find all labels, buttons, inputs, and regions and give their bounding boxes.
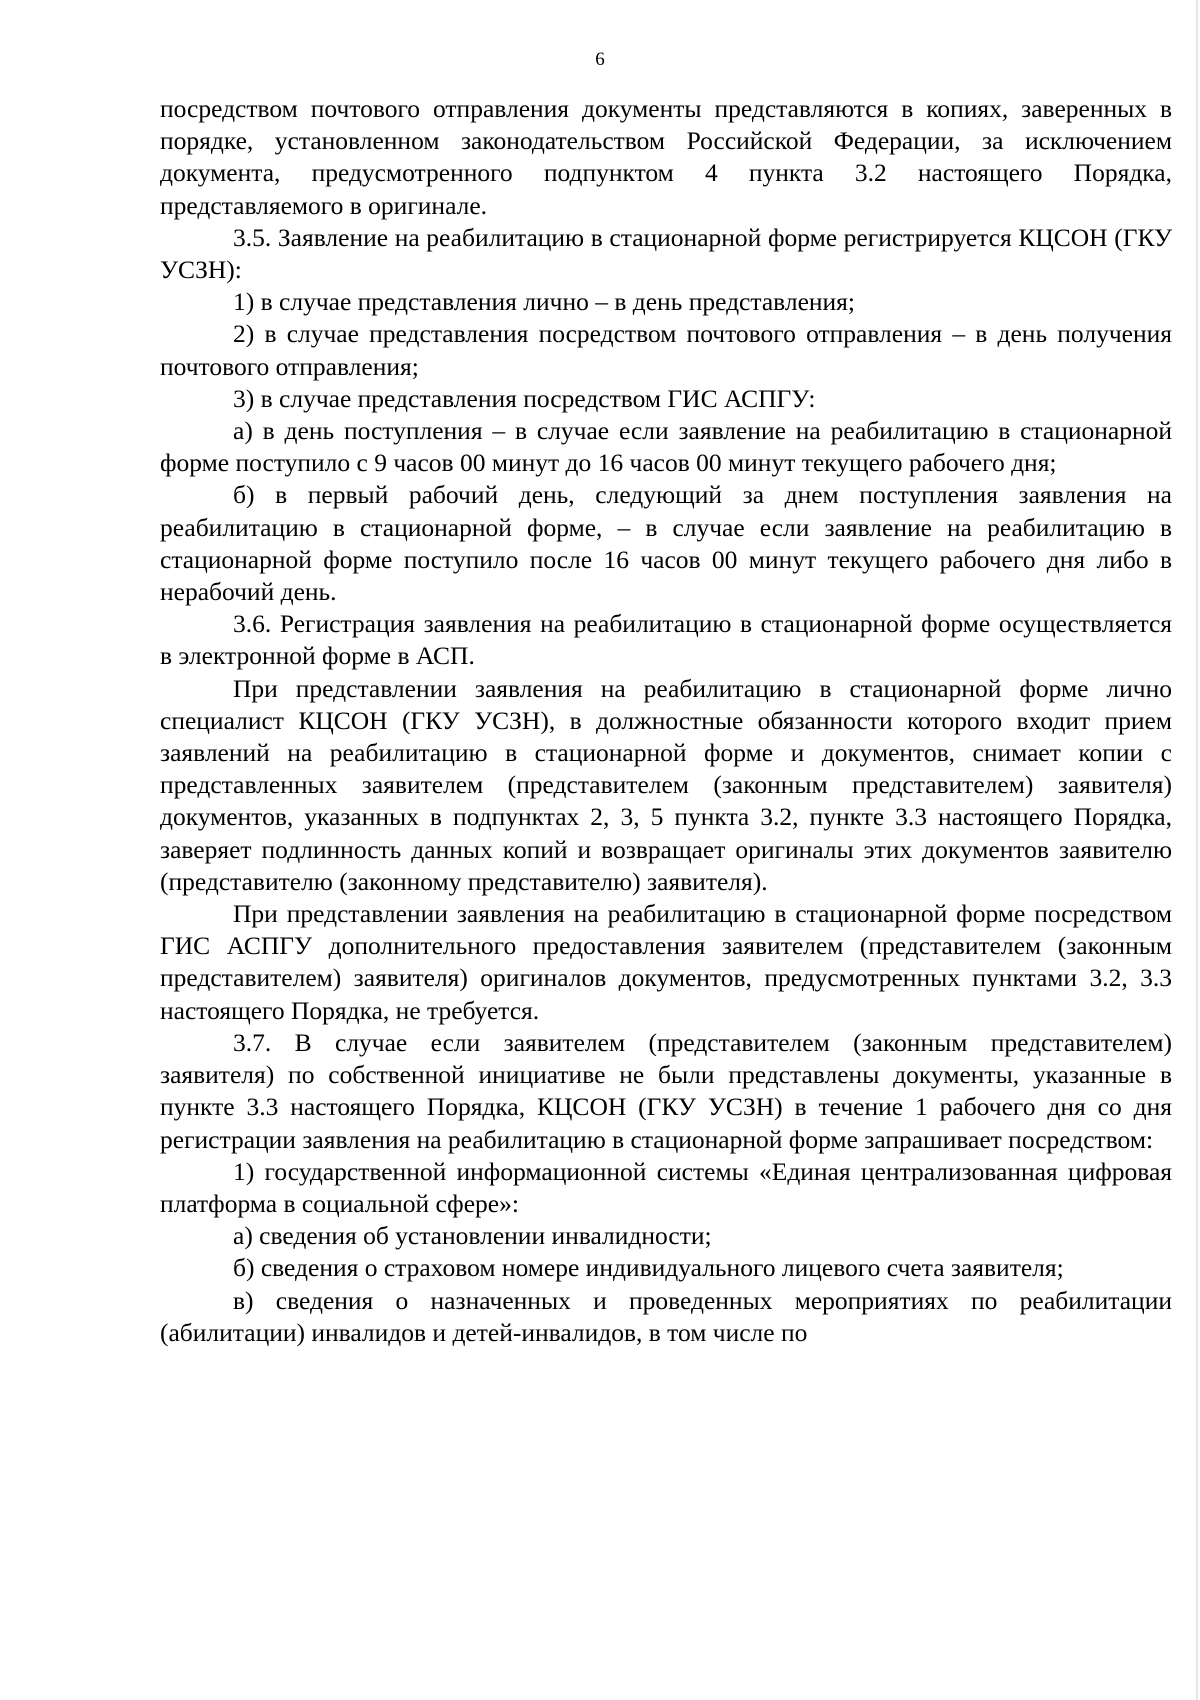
- list-item-3-7-1-a: а) сведения об установлении инвалидности;: [233, 1221, 712, 1251]
- paragraph-3-5: 3.5. Заявление на реабилитацию в стационарной форме регистрируется КЦСОН (ГКУ УСЗН):: [160, 222, 1172, 285]
- list-item-3-5-3-a: а) в день поступления – в случае если заявление на реабилитацию в стационарной форме поступило с 9 часов 00 минут до 16 часов 00 минут текущего рабочего дня;: [160, 416, 1172, 478]
- paragraph-3-7: 3.7. В случае если заявителем (представителем (законным представителем) заявителя) по собственной инициативе не были представлены документы, указанные в пункте 3.3 настоящего Порядка, КЦСОН (ГКУ УСЗН) в течение 1 рабочего дня со дня регистрации заявления на реабилитацию в стационарной форме запрашивает посредством:: [160, 1027, 1172, 1154]
- paragraph-3-6: 3.6. Регистрация заявления на реабилитацию в стационарной форме осуществляется в электронной форме в АСП.: [160, 609, 1172, 671]
- paragraph-in-person-submission: При представлении заявления на реабилитацию в стационарной форме лично специалист КЦСОН (ГКУ УСЗН), в должностные обязанности которого входит прием заявлений на реабилитацию в стационарной форме и документов, снимает копии с представленных заявителем (представителем (законным представителем) заявителя) документов, указанных в подпунктах 2, 3, 5 пункта 3.2, пункте 3.3 настоящего Порядка, заверяет подлинность данных копий и возвращает оригиналы этих документов заявителю (представителю (законному представителю) заявителя).: [160, 673, 1172, 896]
- document-body: [160, 93, 1172, 1349]
- list-item-3-7-1: 1) государственной информационной системы «Единая централизованная цифровая платформа в социальной сфере»:: [160, 1156, 1172, 1218]
- list-item-3-5-2: 2) в случае представления посредством почтового отправления – в день получения почтового отправления;: [160, 319, 1172, 381]
- paragraph-continuation: посредством почтового отправления документы представляются в копиях, заверенных в порядке, установленном законодательством Российской Федерации, за исключением документа, предусмотренного подпунктом 4 пункта 3.2 настоящего Порядка, представляемого в оригинале.: [160, 94, 1172, 220]
- list-item-3-7-1-v: в) сведения о назначенных и проведенных мероприятиях по реабилитации (абилитации) инвалидов и детей-инвалидов, в том числе по: [160, 1285, 1172, 1347]
- list-item-3-7-1-b: б) сведения о страховом номере индивидуального лицевого счета заявителя;: [233, 1253, 1064, 1283]
- page-number: 6: [595, 49, 605, 70]
- paragraph-gis-submission: При представлении заявления на реабилитацию в стационарной форме посредством ГИС АСПГУ дополнительного предоставления заявителем (представителем (законным представителем) заявителя) оригиналов документов, предусмотренных пунктами 3.2, 3.3 настоящего Порядка, не требуется.: [160, 899, 1172, 1025]
- list-item-3-5-3: 3) в случае представления посредством ГИС АСПГУ:: [233, 383, 816, 413]
- list-item-3-5-3-b: б) в первый рабочий день, следующий за днем поступления заявления на реабилитацию в стационарной форме, – в случае если заявление на реабилитацию в стационарной форме поступило после 16 часов 00 минут текущего рабочего дня либо в нерабочий день.: [160, 480, 1172, 607]
- scan-edge-line: [1196, 0, 1198, 1700]
- list-item-3-5-1: 1) в случае представления лично – в день представления;: [233, 287, 855, 317]
